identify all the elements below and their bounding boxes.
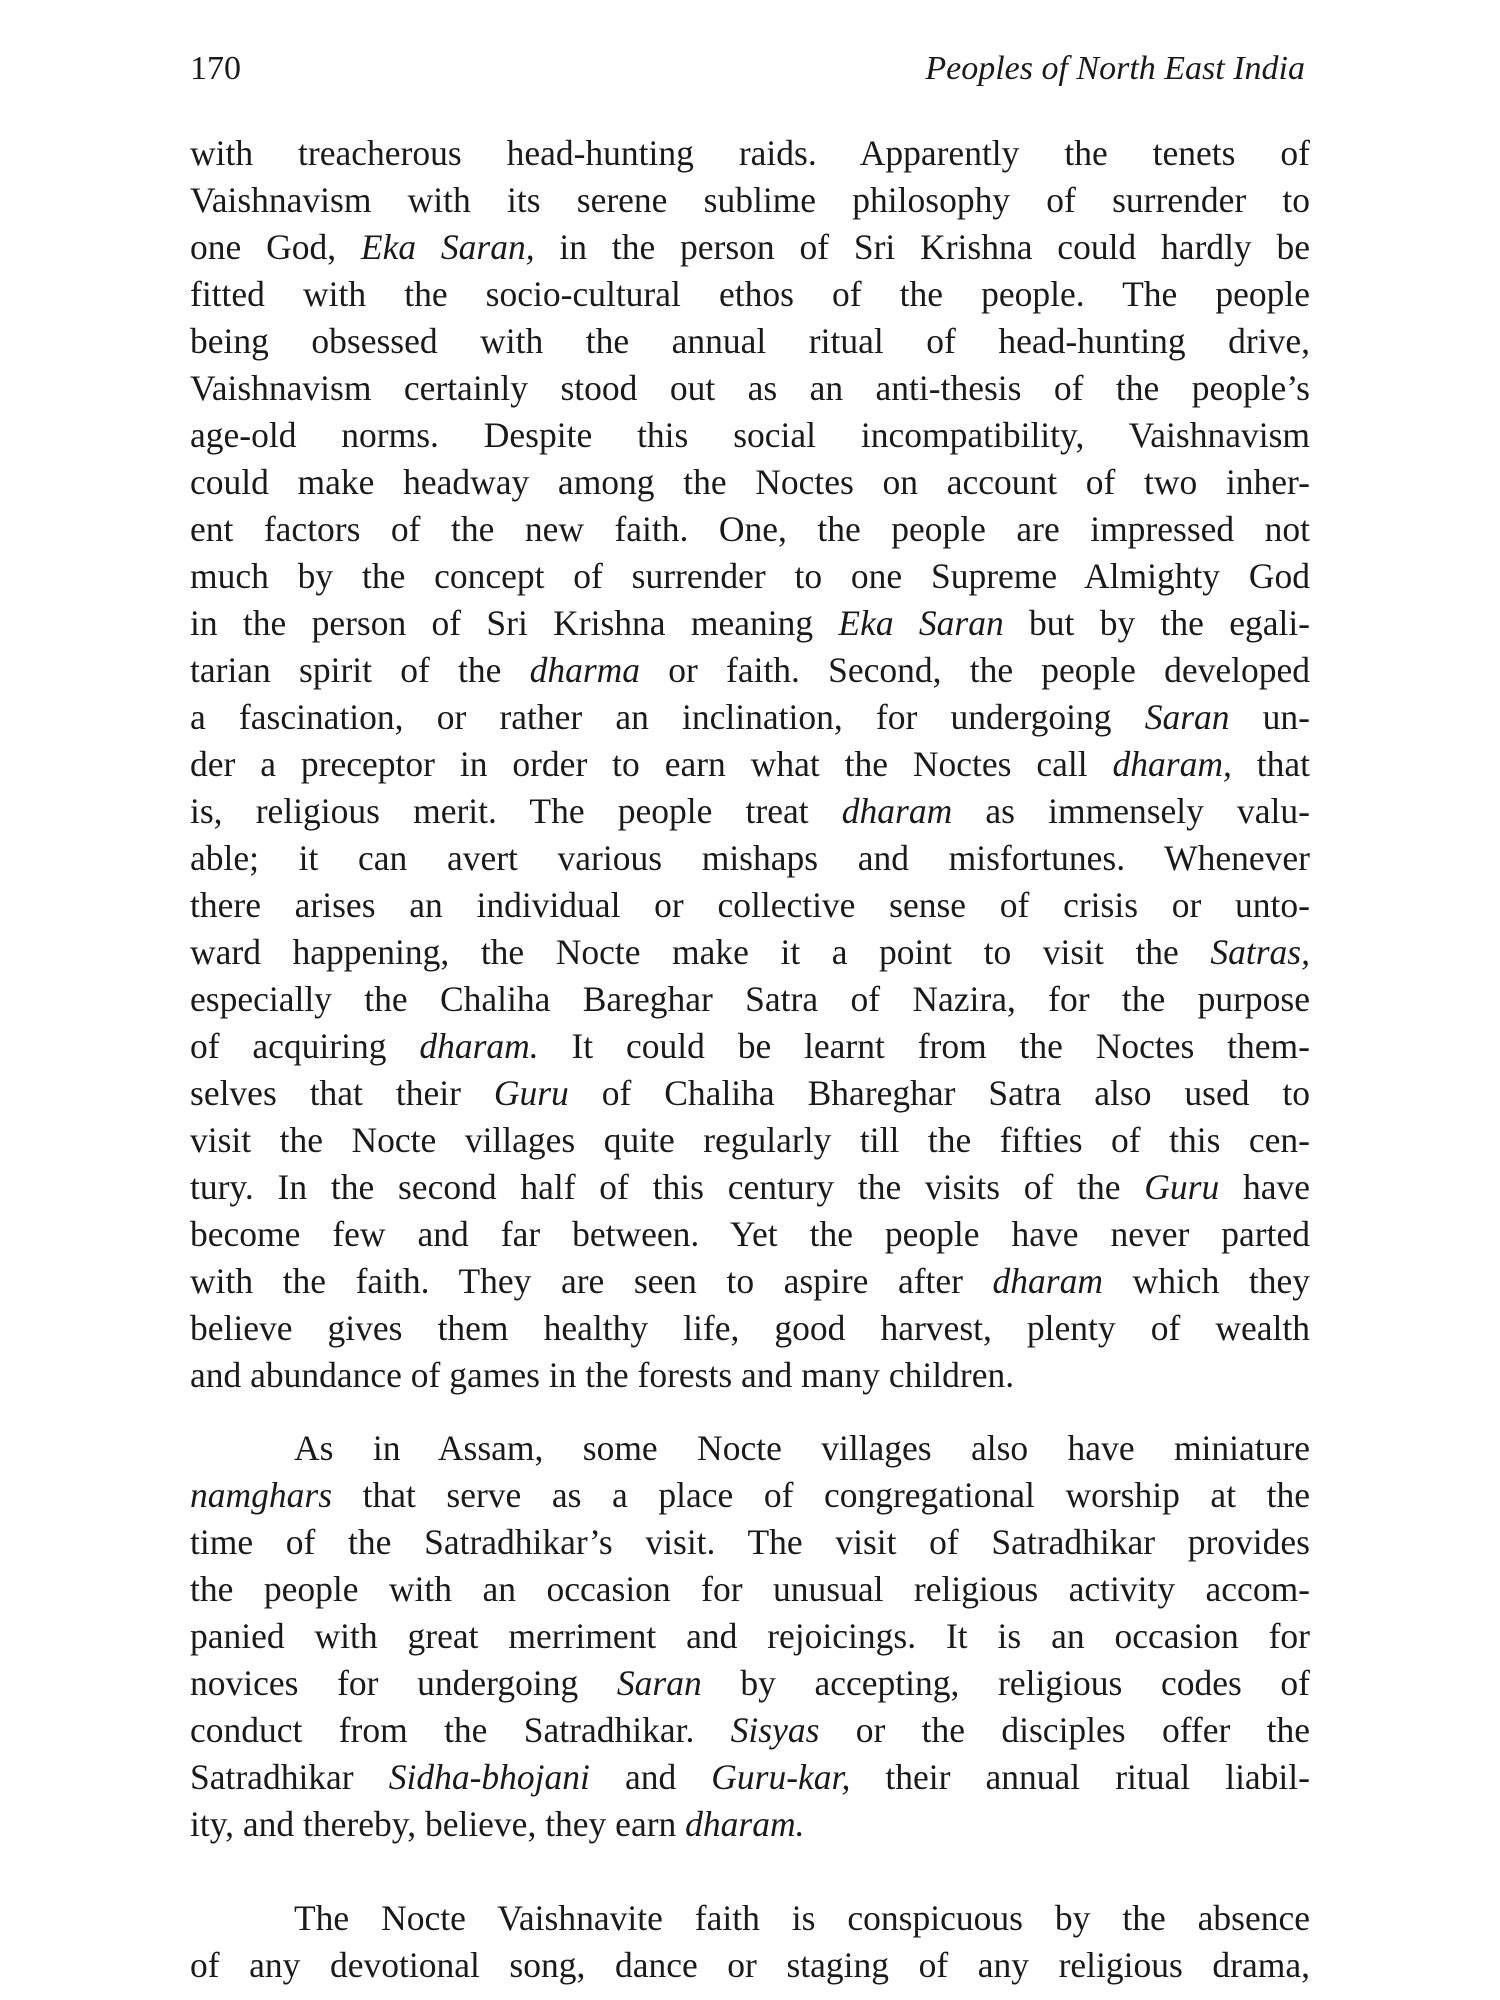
text-run: able; it can avert various mishaps and misfortunes. Whenever <box>190 838 1310 878</box>
text-run: panied with great merriment and rejoicings. It is an occasion for <box>190 1616 1310 1656</box>
text-line <box>190 600 1310 647</box>
text-run: or the disciples offer the <box>819 1710 1310 1750</box>
text-run: and <box>589 1757 712 1797</box>
text-line <box>190 1707 1310 1754</box>
italic-term: Guru-kar, <box>711 1757 851 1797</box>
text-run: selves that their <box>190 1073 494 1113</box>
text-run: the people with an occasion for unusual religious activity accom- <box>190 1569 1310 1609</box>
text-run: one God, <box>190 227 361 267</box>
italic-term: dharam. <box>419 1026 539 1066</box>
text-run: ent factors of the new faith. One, the people are impressed not <box>190 509 1310 549</box>
text-run: there arises an individual or collective sense of crisis or unto- <box>190 885 1310 925</box>
text-run: tury. In the second half of this century the visits of the <box>190 1167 1145 1207</box>
text-run: un- <box>1229 697 1311 737</box>
page-number: 170 <box>190 50 241 87</box>
text-line <box>190 741 1310 788</box>
italic-term: dharam, <box>1112 744 1232 784</box>
text-line <box>190 506 1310 553</box>
text-run: of Chaliha Bhareghar Satra also used to <box>568 1073 1310 1113</box>
text-line <box>190 365 1310 412</box>
text-line <box>190 412 1310 459</box>
text-run: have <box>1219 1167 1310 1207</box>
text-run: As in Assam, some Nocte villages also have miniature <box>294 1428 1310 1468</box>
text-line <box>190 553 1310 600</box>
text-run: of any devotional song, dance or staging of any religious drama, <box>190 1945 1310 1985</box>
text-run: Satradhikar <box>190 1757 389 1797</box>
text-run: novices for undergoing <box>190 1663 617 1703</box>
text-run: their annual ritual liabil- <box>850 1757 1310 1797</box>
text-run: but by the egali- <box>1003 603 1311 643</box>
text-run: as immensely valu- <box>952 791 1310 831</box>
text-line <box>190 694 1310 741</box>
paragraph-3 <box>190 1895 1310 1989</box>
text-run: of acquiring <box>190 1026 420 1066</box>
text-line <box>190 1566 1310 1613</box>
text-line <box>190 1117 1310 1164</box>
text-line <box>190 1023 1310 1070</box>
italic-term: Saran <box>616 1663 702 1703</box>
text-run: believe gives them healthy life, good harvest, plenty of wealth <box>190 1308 1310 1348</box>
text-run: in the person of Sri Krishna meaning <box>190 603 839 643</box>
text-line <box>190 835 1310 882</box>
paragraph-2 <box>190 1425 1310 1848</box>
text-run: that serve as a place of congregational worship at the <box>332 1475 1310 1515</box>
italic-term: dharam <box>841 791 953 831</box>
text-run: It could be learnt from the Noctes them- <box>538 1026 1310 1066</box>
text-run: which they <box>1103 1261 1310 1301</box>
paragraph-1 <box>190 130 1310 1399</box>
text-line <box>190 177 1310 224</box>
text-line <box>190 1895 1310 1942</box>
text-line <box>190 1352 1310 1399</box>
text-run: with treacherous head-hunting raids. Apparently the tenets of <box>190 133 1310 173</box>
italic-term: dharam <box>992 1261 1103 1301</box>
text-run: Vaishnavism with its serene sublime philosophy of surrender to <box>190 180 1310 220</box>
text-line <box>190 271 1310 318</box>
text-run: age-old norms. Despite this social incompatibility, Vaishnavism <box>190 415 1310 455</box>
text-run: conduct from the Satradhikar. <box>190 1710 731 1750</box>
text-run: ity, and thereby, believe, they earn <box>190 1804 686 1844</box>
text-line <box>190 130 1310 177</box>
italic-term: Eka Saran <box>838 603 1004 643</box>
text-run: a fascination, or rather an inclination, for undergoing <box>190 697 1145 737</box>
text-run: and abundance of games in the forests and many children. <box>190 1355 1015 1395</box>
text-line <box>190 1613 1310 1660</box>
text-line <box>190 1519 1310 1566</box>
text-line <box>190 224 1310 271</box>
text-line <box>190 1660 1310 1707</box>
text-line <box>190 1258 1310 1305</box>
text-line <box>190 1164 1310 1211</box>
italic-term: Sisyas <box>730 1710 820 1750</box>
text-line <box>190 459 1310 506</box>
running-title: Peoples of North East India <box>925 50 1305 87</box>
italic-term: dharma <box>529 650 641 690</box>
text-run: Vaishnavism certainly stood out as an anti-thesis of the people’s <box>190 368 1310 408</box>
text-line <box>190 788 1310 835</box>
text-run: is, religious merit. The people treat <box>190 791 842 831</box>
text-line <box>190 1472 1310 1519</box>
text-line <box>190 929 1310 976</box>
text-line <box>190 882 1310 929</box>
text-run: with the faith. They are seen to aspire after <box>190 1261 993 1301</box>
text-run: by accepting, religious codes of <box>701 1663 1311 1703</box>
text-line <box>190 1801 1310 1848</box>
text-line <box>190 647 1310 694</box>
text-line <box>190 1305 1310 1352</box>
italic-term: Guru <box>493 1073 569 1113</box>
italic-term: namghars <box>190 1475 333 1515</box>
text-run: time of the Satradhikar’s visit. The visit of Satradhikar provides <box>190 1522 1310 1562</box>
text-run: der a preceptor in order to earn what the Noctes call <box>190 744 1113 784</box>
running-header <box>190 44 1305 94</box>
text-run: ward happening, the Nocte make it a point to visit the <box>190 932 1211 972</box>
text-run: that <box>1231 744 1310 784</box>
text-run: visit the Nocte villages quite regularly till the fifties of this cen- <box>190 1120 1310 1160</box>
text-line <box>190 1425 1310 1472</box>
text-run: The Nocte Vaishnavite faith is conspicuous by the absence <box>294 1898 1310 1938</box>
italic-term: Saran <box>1144 697 1230 737</box>
text-line <box>190 1211 1310 1258</box>
text-run: fitted with the socio-cultural ethos of the people. The people <box>190 274 1310 314</box>
text-run: especially the Chaliha Bareghar Satra of Nazira, for the purpose <box>190 979 1310 1019</box>
text-run: could make headway among the Noctes on account of two inher- <box>190 462 1310 502</box>
text-line <box>190 1942 1310 1989</box>
text-run: become few and far between. Yet the people have never parted <box>190 1214 1310 1254</box>
text-line <box>190 976 1310 1023</box>
text-run: being obsessed with the annual ritual of head-hunting drive, <box>190 321 1310 361</box>
text-line <box>190 1070 1310 1117</box>
text-run: in the person of Sri Krishna could hardly be <box>534 227 1310 267</box>
text-line <box>190 318 1310 365</box>
italic-term: Sidha-bhojani <box>388 1757 590 1797</box>
text-line <box>190 1754 1310 1801</box>
italic-term: Satras, <box>1210 932 1310 972</box>
text-run: or faith. Second, the people developed <box>640 650 1311 690</box>
italic-term: Eka Saran, <box>360 227 535 267</box>
text-run: tarian spirit of the <box>190 650 530 690</box>
text-run: much by the concept of surrender to one Supreme Almighty God <box>190 556 1310 596</box>
italic-term: Guru <box>1144 1167 1220 1207</box>
italic-term: dharam. <box>685 1804 805 1844</box>
